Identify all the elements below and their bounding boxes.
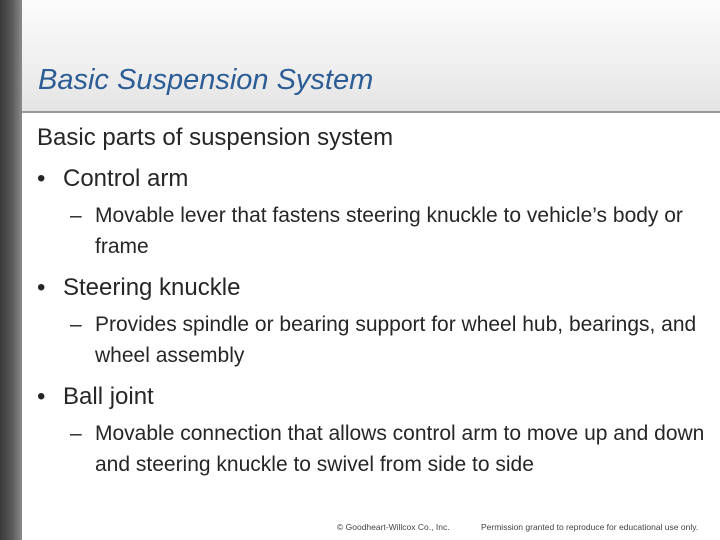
sub-bullet-control-arm [70, 200, 707, 262]
bullet-label: Control arm [63, 165, 189, 192]
bullet-marker: • [37, 165, 46, 192]
footer-permission: Permission granted to reproduce for educational use only. [481, 522, 699, 532]
sub-bullet-marker: – [70, 313, 82, 336]
footer-copyright: © Goodheart-Willcox Co., Inc. [337, 522, 450, 532]
bullet-control-arm [37, 163, 707, 194]
slide-title: Basic Suspension System [38, 64, 374, 96]
sub-bullet-text: Movable lever that fastens steering knuckle to vehicle’s body or frame [95, 204, 683, 258]
bullet-label: Steering knuckle [63, 274, 241, 301]
bullet-ball-joint [37, 381, 707, 412]
bullet-steering-knuckle [37, 272, 707, 303]
sub-bullet-marker: – [70, 422, 82, 445]
sub-bullet-text: Provides spindle or bearing support for wheel hub, bearings, and wheel assembly [95, 313, 697, 367]
bullet-label: Ball joint [63, 383, 154, 410]
slide-content [37, 122, 707, 490]
intro-text: Basic parts of suspension system [37, 124, 394, 151]
title-divider [22, 111, 720, 113]
left-accent-bar [0, 0, 22, 540]
sub-bullet-ball-joint [70, 418, 707, 480]
sub-bullet-steering-knuckle [70, 309, 707, 371]
bullet-marker: • [37, 383, 46, 410]
sub-bullet-text: Movable connection that allows control arm to move up and down and steering knuckle to swivel from side to side [95, 422, 705, 476]
sub-bullet-marker: – [70, 204, 82, 227]
bullet-marker: • [37, 274, 46, 301]
